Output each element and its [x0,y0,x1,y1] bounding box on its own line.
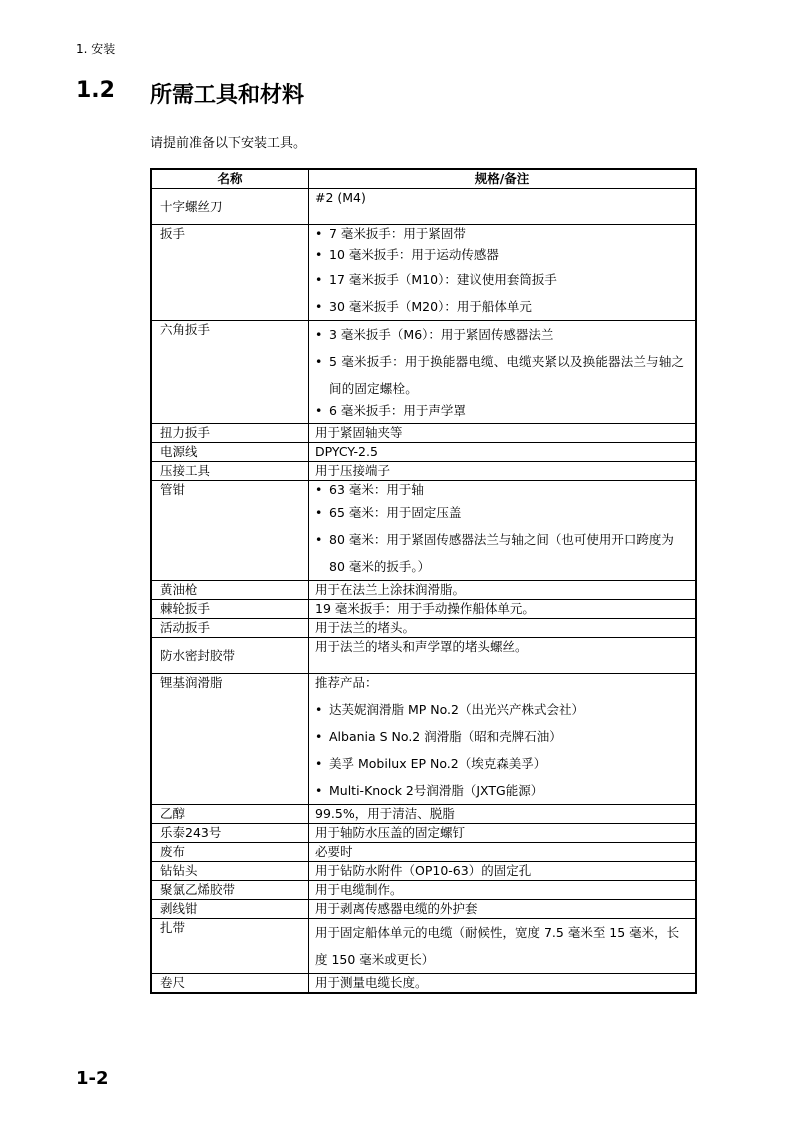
tool-name: 卷尺 [151,974,309,994]
tool-name: 钻钻头 [151,862,309,881]
table-header-row [151,169,696,189]
list-item: • 5 毫米扳手：用于换能器电缆、电缆夹紧以及换能器法兰与轴之间的固定螺栓。 [315,348,689,402]
tool-spec: 用于测量电缆长度。 [309,974,697,994]
tool-spec: 用于法兰的堵头。 [309,619,697,638]
list-item: • 美孚 Mobilux EP No.2（埃克森美孚） [315,750,689,777]
table-row [151,638,696,674]
tool-name: 剥线钳 [151,900,309,919]
table-row [151,321,696,424]
list-item: • 达芙妮润滑脂 MP No.2（出光兴产株式会社） [315,696,689,723]
spec-bullet-list [315,321,689,420]
tool-spec: #2 (M4) [309,189,697,225]
tool-name: 黄油枪 [151,581,309,600]
tool-spec: 19 毫米扳手：用于手动操作船体单元。 [309,600,697,619]
tool-name: 乙醇 [151,805,309,824]
table-row [151,619,696,638]
table-row [151,674,696,805]
tool-spec: 必要时 [309,843,697,862]
tool-spec: 用于电缆制作。 [309,881,697,900]
table-row [151,225,696,321]
table-row [151,843,696,862]
tool-spec [309,481,697,581]
tool-name: 聚氯乙烯胶带 [151,881,309,900]
tool-name: 十字螺丝刀 [151,189,309,225]
tool-spec: 用于法兰的堵头和声学罩的堵头螺丝。 [309,638,697,674]
tool-name: 扳手 [151,225,309,321]
tool-spec: 用于固定船体单元的电缆（耐候性，宽度 7.5 毫米至 15 毫米，长度 150 毫米或更长） [309,919,697,974]
spec-bullet-list [315,481,689,580]
table-row [151,581,696,600]
tool-spec [309,674,697,805]
tool-name: 棘轮扳手 [151,600,309,619]
list-item: • Multi-Knock 2号润滑脂（JXTG能源） [315,777,689,804]
table-row [151,974,696,994]
table-row [151,805,696,824]
tool-spec: 用于钻防水附件（OP10-63）的固定孔 [309,862,697,881]
table-row [151,443,696,462]
list-item: • 65 毫米：用于固定压盖 [315,499,689,526]
table-row [151,900,696,919]
tool-name: 乐泰243号 [151,824,309,843]
tool-name: 废布 [151,843,309,862]
tool-name: 锂基润滑脂 [151,674,309,805]
tool-name: 活动扳手 [151,619,309,638]
tool-name: 扭力扳手 [151,424,309,443]
table-row [151,919,696,974]
table-row [151,462,696,481]
table-row [151,862,696,881]
tool-spec: 用于压接端子 [309,462,697,481]
list-item: • 7 毫米扳手：用于紧固带 [315,225,689,243]
spec-bullet-list [315,225,689,320]
tool-name: 电源线 [151,443,309,462]
spec-bullet-list [315,696,689,804]
tool-spec: 用于轴防水压盖的固定螺钉 [309,824,697,843]
list-item: • 10 毫米扳手：用于运动传感器 [315,243,689,266]
table-row [151,824,696,843]
tool-spec: DPYCY-2.5 [309,443,697,462]
list-item: • 6 毫米扳手：用于声学罩 [315,402,689,420]
tool-name: 防水密封胶带 [151,638,309,674]
page-number: 1-2 [76,1068,109,1089]
tool-name: 六角扳手 [151,321,309,424]
intro-text: 请提前准备以下安装工具。 [150,136,307,151]
tool-name: 管钳 [151,481,309,581]
tool-spec [309,321,697,424]
tool-spec [309,225,697,321]
column-header-spec: 规格/备注 [309,169,697,189]
tool-spec: 用于紧固轴夹等 [309,424,697,443]
tool-spec: 99.5%，用于清洁、脱脂 [309,805,697,824]
list-item: • 3 毫米扳手（M6）：用于紧固传感器法兰 [315,321,689,348]
spec-intro: 推荐产品： [315,675,378,690]
tool-name: 压接工具 [151,462,309,481]
chapter-header: 1. 安装 [76,42,116,56]
list-item: • 17 毫米扳手（M10）：建议使用套筒扳手 [315,266,689,293]
table-row [151,881,696,900]
table-row [151,189,696,225]
tool-name: 扎带 [151,919,309,974]
table-row [151,600,696,619]
list-item: • 30 毫米扳手（M20）：用于船体单元 [315,293,689,320]
section-title: 所需工具和材料 [150,83,305,108]
list-item: • 80 毫米：用于紧固传感器法兰与轴之间（也可使用开口跨度为 80 毫米的扳手。） [315,526,689,580]
tool-spec: 用于剥离传感器电缆的外护套 [309,900,697,919]
table-row [151,481,696,581]
list-item: • 63 毫米：用于轴 [315,481,689,499]
table-row [151,424,696,443]
tool-spec: 用于在法兰上涂抹润滑脂。 [309,581,697,600]
tools-table [150,168,697,994]
column-header-name: 名称 [151,169,309,189]
section-number: 1.2 [76,78,115,103]
list-item: • Albania S No.2 润滑脂（昭和壳牌石油） [315,723,689,750]
